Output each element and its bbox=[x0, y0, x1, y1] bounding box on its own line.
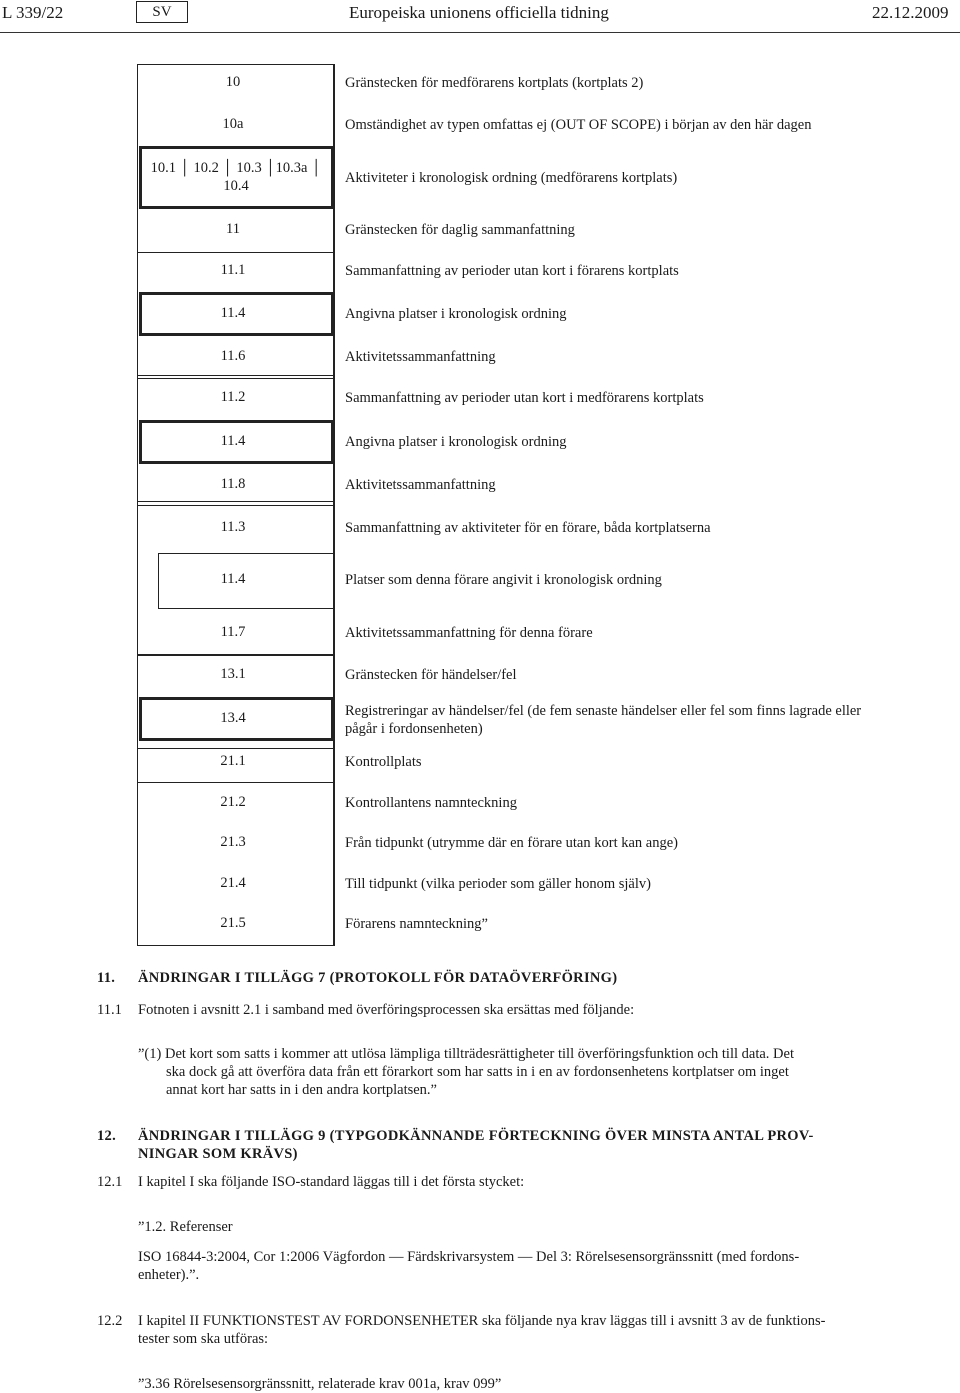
row-num-line: 10.1 │ 10.2 │ 10.3 │10.3a │ bbox=[150, 160, 322, 176]
row-label: Angivna platser i kronologisk ordning bbox=[345, 306, 567, 322]
row-num: 11.4 bbox=[220, 433, 246, 449]
publication-date: 22.12.2009 bbox=[872, 3, 949, 22]
row-num: 21.5 bbox=[220, 915, 246, 931]
row-label: Registreringar av händelser/fel (de fem senaste händelser eller fel som finns lagrade eller pågår i fordonsenheten) bbox=[345, 703, 862, 737]
row-num: 11.7 bbox=[220, 624, 246, 640]
row-label: Sammanfattning av perioder utan kort i medförarens kortplats bbox=[345, 390, 704, 406]
subsection-number: 12.2 bbox=[97, 1313, 123, 1329]
section-title: ÄNDRINGAR I TILLÄGG 7 (PROTOKOLL FÖR DATAÖVERFÖRING) bbox=[138, 970, 618, 986]
row-num: 11.6 bbox=[220, 348, 246, 364]
row-num: 21.4 bbox=[220, 875, 246, 891]
row-num: 11.4 bbox=[220, 571, 246, 587]
row-label: Kontrollantens namnteckning bbox=[345, 795, 517, 811]
subsection-text: I kapitel II FUNKTIONSTEST AV FORDONSENHETER ska följande nya krav läggas till i avsnitt 3 av de funktions- bbox=[138, 1313, 826, 1329]
row-label: Aktivitetssammanfattning bbox=[345, 477, 496, 493]
row-num: 21.1 bbox=[220, 753, 246, 769]
page-header bbox=[0, 0, 960, 30]
row-num: 13.1 bbox=[220, 666, 246, 682]
row-num: 10 bbox=[225, 74, 241, 90]
subsection-text: I kapitel I ska följande ISO-standard läggas till i det första stycket: bbox=[138, 1174, 525, 1190]
row-num: 21.3 bbox=[220, 834, 246, 850]
row-label: Gränstecken för medförarens kortplats (kortplats 2) bbox=[345, 75, 644, 91]
section-title: ÄNDRINGAR I TILLÄGG 9 (TYPGODKÄNNANDE FÖRTECKNING ÖVER MINSTA ANTAL PROV- bbox=[138, 1128, 814, 1144]
row-num-multi bbox=[141, 159, 331, 195]
subsection-text: Fotnoten i avsnitt 2.1 i samband med överföringsprocessen ska ersättas med följande: bbox=[138, 1002, 635, 1018]
row-label: Omständighet av typen omfattas ej (OUT OF SCOPE) i början av den här dagen bbox=[345, 117, 812, 133]
column-divider bbox=[333, 64, 335, 946]
row-num: 11.8 bbox=[220, 476, 246, 492]
quote-line: ska dock gå att överföra data från ett förarkort som har satts in i en av fordonsenhetens kortplatser om inget bbox=[166, 1064, 789, 1080]
row-label: Angivna platser i kronologisk ordning bbox=[345, 434, 567, 450]
journal-title: Europeiska unionens officiella tidning bbox=[349, 3, 609, 22]
row-label: Aktiviteter i kronologisk ordning (medförarens kortplats) bbox=[345, 170, 678, 186]
row-label: Gränstecken för händelser/fel bbox=[345, 667, 517, 683]
subsection-number: 12.1 bbox=[97, 1174, 123, 1190]
row-label: Aktivitetssammanfattning bbox=[345, 349, 496, 365]
quote-line: ”3.36 Rörelsesensorgränssnitt, relaterade krav 001a, krav 099” bbox=[138, 1376, 502, 1392]
row-label: Till tidpunkt (vilka perioder som gäller honom själv) bbox=[345, 876, 651, 892]
row-num: 13.4 bbox=[220, 710, 246, 726]
row-label: Sammanfattning av perioder utan kort i förarens kortplats bbox=[345, 263, 679, 279]
row-label: Från tidpunkt (utrymme där en förare utan kort kan ange) bbox=[345, 835, 678, 851]
quote-line: annat kort har satts in i den andra kortplatsen.” bbox=[166, 1082, 437, 1098]
row-label: Aktivitetssammanfattning för denna förare bbox=[345, 625, 593, 641]
row-num: 11.1 bbox=[220, 262, 246, 278]
quote-line: ”(1) Det kort som satts i kommer att utlösa lämpliga tillträdesrättigheter till överföringsfunktion och till data. Det bbox=[138, 1046, 794, 1062]
section-number: 12. bbox=[97, 1128, 117, 1144]
row-num: 11.3 bbox=[220, 519, 246, 535]
section-title: NINGAR SOM KRÄVS) bbox=[138, 1146, 298, 1162]
quote-heading: ”1.2. Referenser bbox=[138, 1219, 233, 1235]
row-num: 21.2 bbox=[220, 794, 246, 810]
row-num: 10a bbox=[222, 116, 244, 132]
quote-line: ISO 16844-3:2004, Cor 1:2006 Vägfordon — Färdskrivarsystem — Del 3: Rörelsesensorgränssnitt (med fordons- bbox=[138, 1249, 800, 1265]
header-rule bbox=[0, 32, 960, 33]
row-num: 11.2 bbox=[220, 389, 246, 405]
quote-line: enheter).”. bbox=[138, 1267, 200, 1283]
row-label: Förarens namnteckning” bbox=[345, 916, 488, 932]
row-label: Platser som denna förare angivit i kronologisk ordning bbox=[345, 572, 662, 588]
subsection-text: tester som ska utföras: bbox=[138, 1331, 269, 1347]
row-num: 11.4 bbox=[220, 305, 246, 321]
language-badge: SV bbox=[136, 1, 188, 23]
row-label: Gränstecken för daglig sammanfattning bbox=[345, 222, 575, 238]
section-number: 11. bbox=[97, 970, 116, 986]
subsection-number: 11.1 bbox=[97, 1002, 122, 1018]
row-num-line: 10.4 bbox=[223, 178, 249, 194]
page-reference: L 339/22 bbox=[2, 3, 64, 22]
row-num: 11 bbox=[226, 221, 240, 237]
row-label: Kontrollplats bbox=[345, 754, 422, 770]
row-label: Sammanfattning av aktiviteter för en förare, båda kortplatserna bbox=[345, 520, 711, 536]
